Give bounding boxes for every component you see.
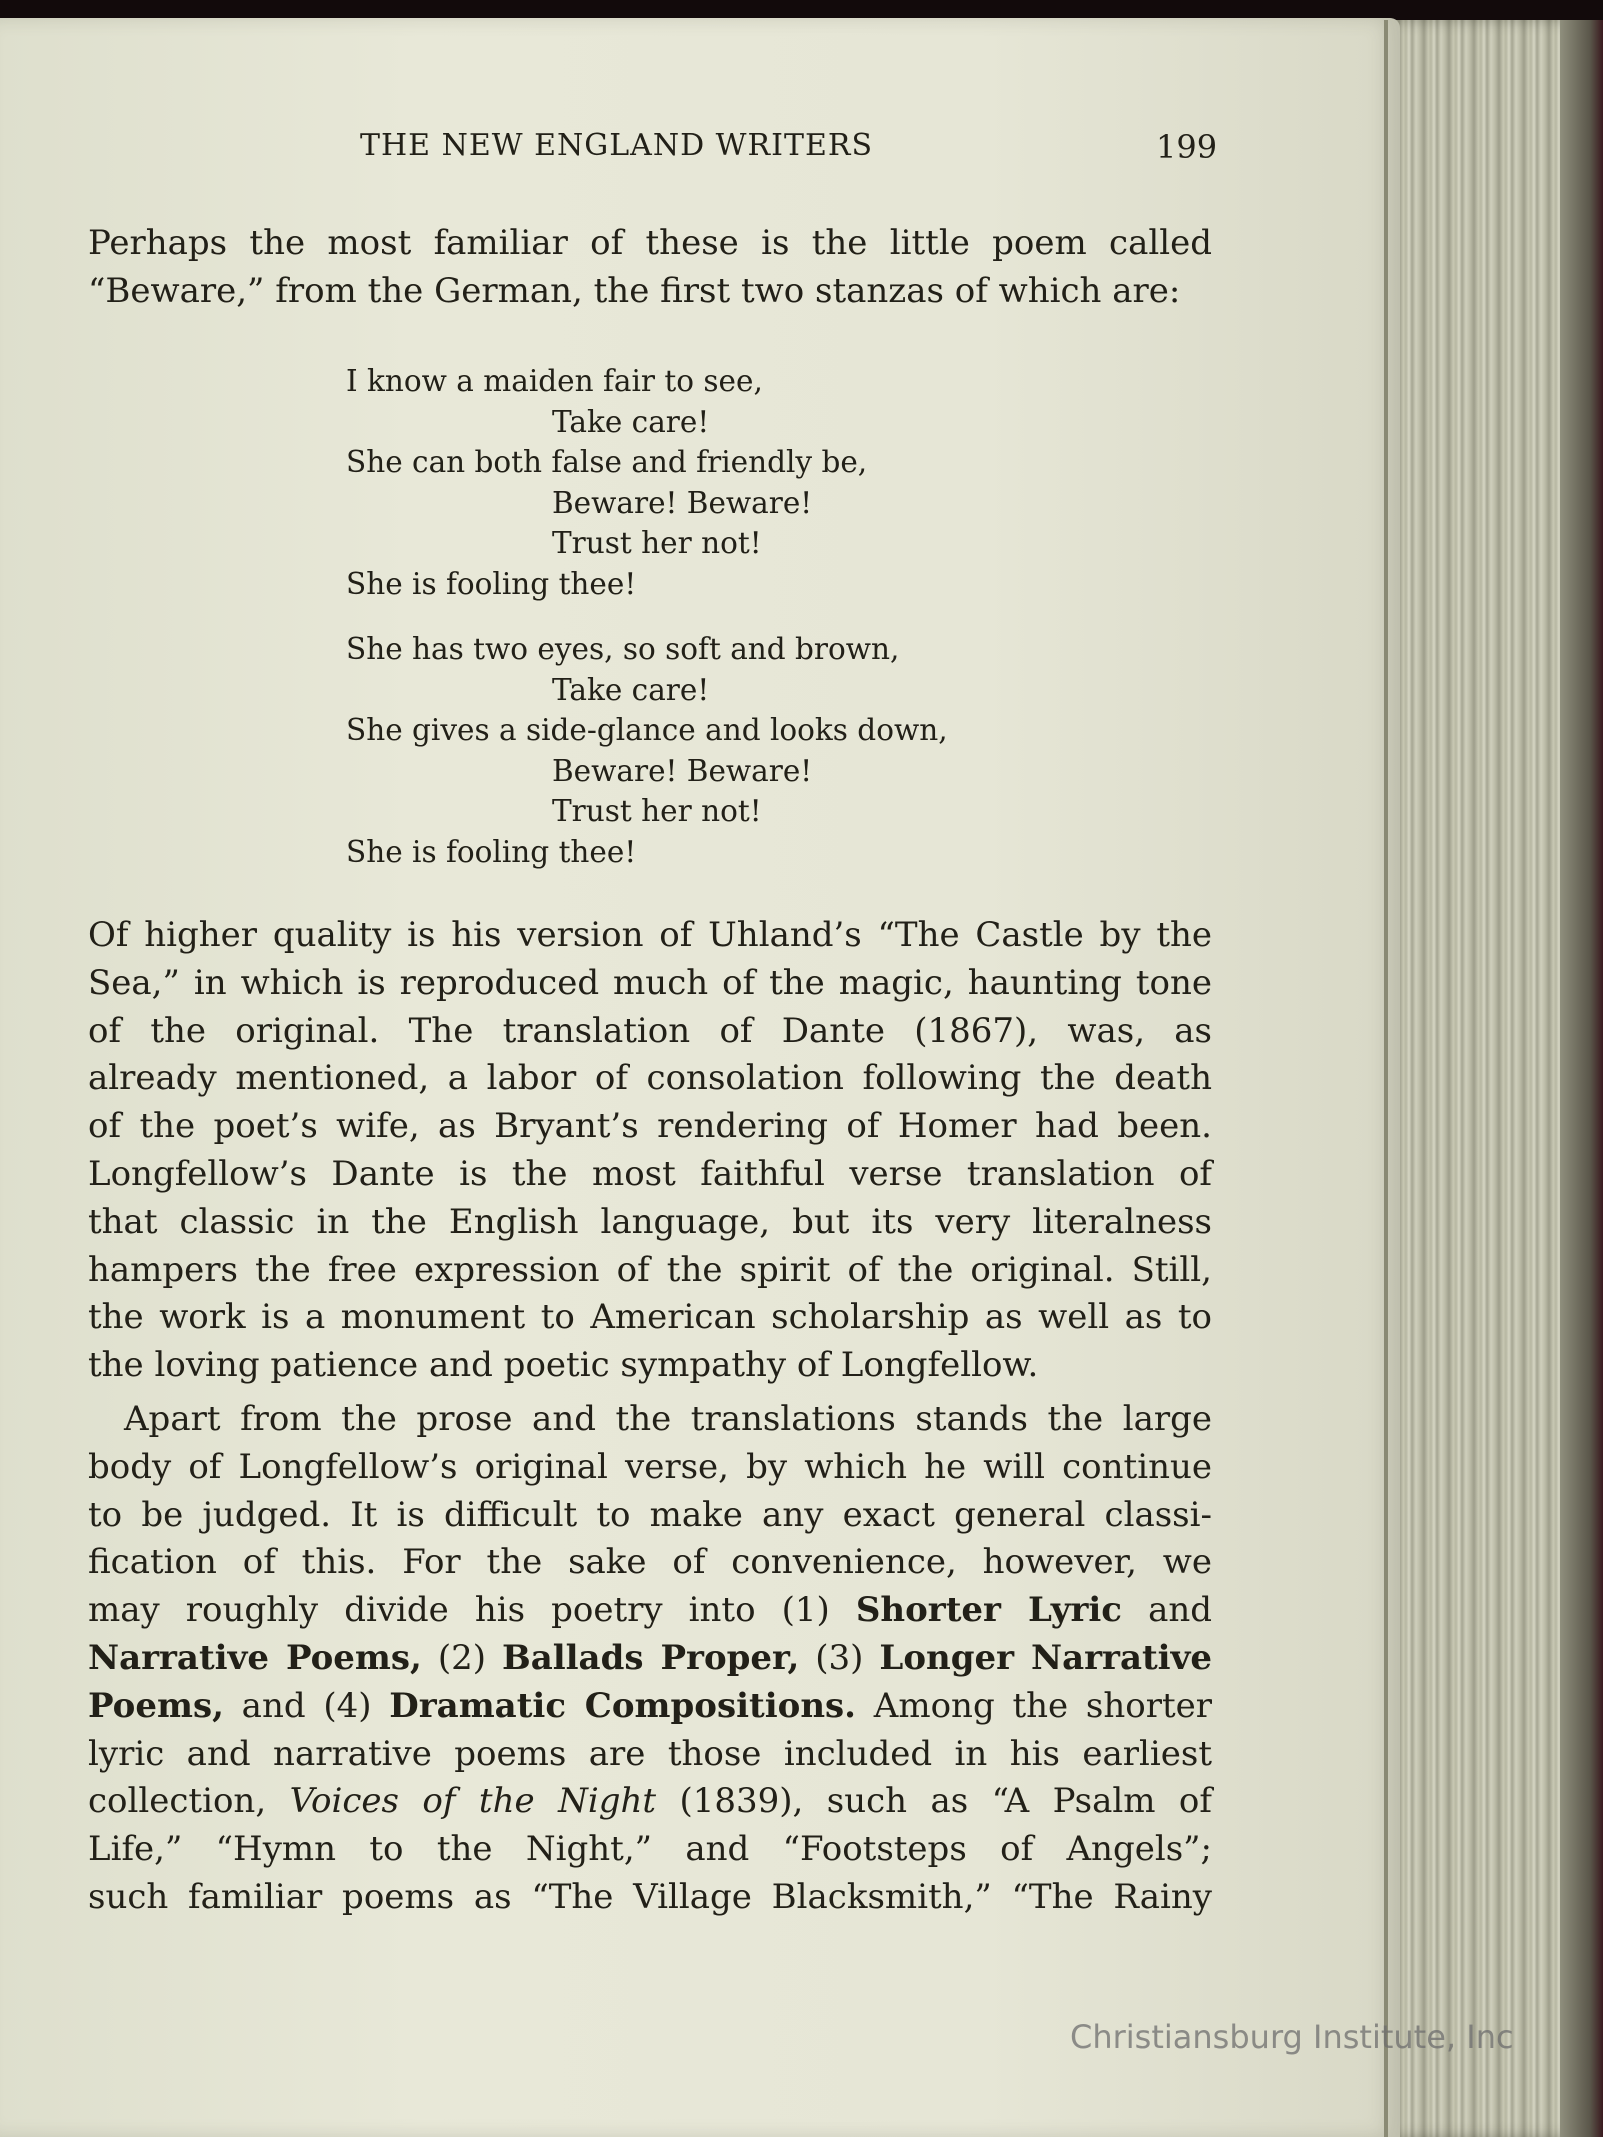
page-edge-line bbox=[1384, 20, 1388, 2137]
poem-line: She has two eyes, so soft and brown, bbox=[346, 632, 900, 666]
text-line: fication of this. For the sake of convenience, however, we bbox=[88, 1542, 1212, 1583]
text-line: body of Longfellow’s original verse, by which he will continue bbox=[88, 1446, 1212, 1487]
text-line: Apart from the prose and the translations stands the large bbox=[124, 1399, 1212, 1439]
text-line: Life,” “Hymn to the Night,” and “Footsteps of Angels”; bbox=[88, 1829, 1212, 1870]
paragraph-classification bbox=[88, 1396, 1212, 1922]
text-line: lyric and narrative poems are those included in his earliest bbox=[88, 1733, 1212, 1774]
text-line: the work is a monument to American scholarship as well as to bbox=[88, 1297, 1212, 1338]
bold-term: Shorter Lyric bbox=[855, 1590, 1123, 1631]
poem-line: Beware! Beware! bbox=[552, 485, 813, 520]
text-run: and bbox=[1122, 1590, 1213, 1631]
text-run: (1839), such as “A Psalm of bbox=[656, 1781, 1212, 1822]
text-run: and (4) bbox=[223, 1685, 390, 1726]
poem-line: She is fooling thee! bbox=[346, 834, 637, 869]
text-line: Of higher quality is his version of Uhland’s “The Castle by the bbox=[88, 915, 1212, 955]
text-line: hampers the free expression of the spirit of the original. Still, bbox=[88, 1249, 1212, 1290]
poem-line: She gives a side-glance and looks down, bbox=[346, 713, 948, 748]
text-line: Perhaps the most familiar of these is the little poem called bbox=[88, 223, 1212, 263]
bold-term: Narrative Poems, bbox=[88, 1637, 422, 1678]
text-line: already mentioned, a labor of consolation following the death bbox=[88, 1058, 1212, 1099]
text-line: the loving patience and poetic sympathy of Longfellow. bbox=[88, 1345, 1039, 1386]
poem-line: I know a maiden fair to see, bbox=[346, 364, 763, 398]
text-run: collection, bbox=[88, 1781, 290, 1822]
watermark: Christiansburg Institute, Inc bbox=[1070, 2018, 1514, 2056]
poem-line: Take care! bbox=[552, 672, 710, 707]
book-spine-shadow bbox=[1560, 20, 1603, 2137]
bold-term: Poems, bbox=[88, 1685, 224, 1726]
text-line: of the poet’s wife, as Bryant’s rendering of Homer had been. bbox=[88, 1106, 1212, 1147]
text-line bbox=[88, 1587, 1212, 1635]
text-line: such familiar poems as “The Village Blacksmith,” “The Rainy bbox=[88, 1876, 1212, 1917]
page-number: 199 bbox=[1156, 128, 1218, 166]
text-run: (3) bbox=[799, 1637, 880, 1678]
text-line: Longfellow’s Dante is the most faithful verse translation of bbox=[88, 1153, 1212, 1194]
italic-title: Voices of the Night bbox=[289, 1781, 657, 1822]
text-run: (2) bbox=[421, 1637, 502, 1678]
running-title: THE NEW ENGLAND WRITERS bbox=[360, 128, 873, 163]
poem-stanza-1 bbox=[346, 361, 867, 605]
poem-line: She is fooling thee! bbox=[346, 566, 637, 601]
text-line bbox=[88, 1635, 1212, 1683]
text-line: Sea,” in which is reproduced much of the magic, haunting tone bbox=[88, 962, 1212, 1003]
text-run: may roughly divide his poetry into (1) bbox=[88, 1590, 856, 1631]
text-line bbox=[88, 1778, 1212, 1826]
text-run: Among the shorter bbox=[856, 1685, 1212, 1726]
poem-line: Beware! Beware! bbox=[552, 753, 813, 788]
bold-term: Dramatic Compositions. bbox=[389, 1685, 857, 1726]
poem-line: Trust her not! bbox=[552, 526, 762, 561]
bold-term: Ballads Proper, bbox=[501, 1637, 800, 1678]
poem-stanza-2 bbox=[346, 629, 948, 873]
poem-line: Trust her not! bbox=[552, 794, 762, 829]
paragraph-dante bbox=[88, 912, 1212, 1390]
poem-line: She can both false and friendly be, bbox=[346, 445, 868, 480]
bold-term: Longer Narrative bbox=[879, 1637, 1212, 1678]
text-line: that classic in the English language, but its very literalness bbox=[88, 1201, 1212, 1242]
text-line bbox=[88, 1683, 1212, 1731]
text-line: to be judged. It is difficult to make any exact general classi- bbox=[88, 1494, 1212, 1535]
intro-paragraph bbox=[88, 220, 1212, 316]
poem-line: Take care! bbox=[552, 404, 710, 439]
text-line: of the original. The translation of Dante (1867), was, as bbox=[88, 1010, 1212, 1051]
text-line: “Beware,” from the German, the first two stanzas of which are: bbox=[88, 270, 1181, 311]
